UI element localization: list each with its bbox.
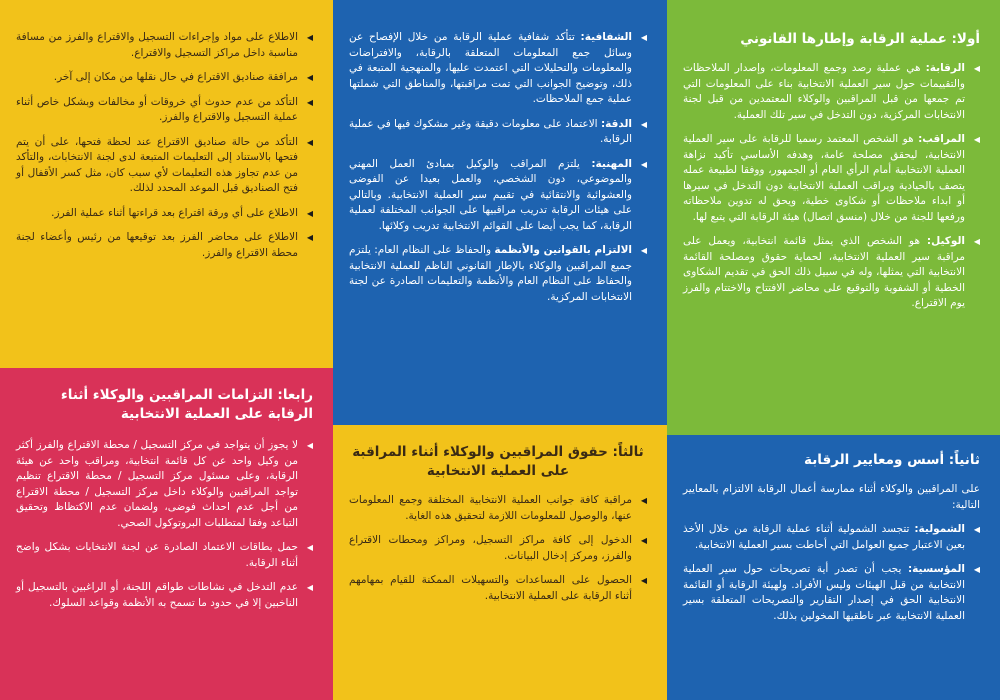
term: الدقة:: [600, 117, 632, 130]
list-item: [16, 540, 313, 571]
item-text: عدم التدخل في نشاطات طواقم اللجنة، أو الراغبين بالتسجيل أو الناخبين إلا في حدود ما تسمح به الأنظمة وقواعد السلوك.: [16, 581, 298, 609]
list-item: [16, 206, 313, 222]
list-item: [16, 580, 313, 611]
item-text: هو الشخص الذي يمثل قائمة انتخابية، ويعمل على مراقبة سير العملية الانتخابية، لحماية حقوق ومصلحة القائمة الانتخابية التي يمثلها، وله في سبيل ذلك الحق في تقديم الشكاوى الخطية أو الشفوية والتوقيع على محاضر الافتتاح والاختتام والفرز يوم الاقتراع.: [683, 235, 965, 309]
list-item: [683, 132, 980, 225]
rights-list: [349, 493, 647, 604]
panel-monitoring-process: [667, 0, 1000, 435]
list-item: [16, 135, 313, 197]
item-text: والحفاظ على النظام العام: يلتزم جميع المراقبين والوكلاء بالإطار القانوني الناظم للعملية الانتخابية والحفاظ على النظام العام والأنظمة والتعليمات الصادرة عن لجنة الانتخابات المركزية.: [349, 244, 632, 303]
item-text: الاعتماد على معلومات دقيقة وغير مشكوك فيها في عملية الرقابة.: [349, 117, 632, 145]
item-text: الاطلاع على أي ورقة اقتراع بعد قراءتها أثناء عملية الفرز.: [51, 206, 298, 219]
section-title: أولا: عملية الرقابة وإطارها القانوني: [740, 31, 980, 47]
term: المراقب:: [918, 133, 965, 145]
panel-observer-rights: [333, 425, 667, 700]
item-text: هو الشخص المعتمد رسميا للرقابة على سير العملية الانتخابية، ليحقق مصلحة عامة، وهدفه الأساسي تأكيد نزاهة العملية الانتخابية أمام الرأي العام أو الجمهور، ووفقا لطبيعة عمله يتصف بالحيادية ويراقب العملية الانتخابية دون التدخل في سيرها أو ابداء ملاحظات أو شكاوى خطية، ويحق له تدوين ملاحظاته ورفعها للجنة من خلال (منسق اتصال) هيئة الرقابة التي يتبع لها.: [683, 133, 965, 223]
list-item: [683, 61, 980, 123]
standards-list-continued: [349, 30, 647, 305]
item-text: هي عملية رصد وجمع المعلومات، وإصدار الملاحظات والتقييمات حول سير العملية الانتخابية بناء على المعلومات التي تم جمعها من قبل المراقبين والوكلاء المعتمدين من قبل لجنة الانتخابات المركزية، دون التدخل في سير تلك العملية.: [683, 62, 965, 121]
panel-monitoring-standards: [667, 435, 1000, 700]
item-text: لا يجوز أن يتواجد في مركز التسجيل / محطة الاقتراع والفرز أكثر من وكيل واحد عن كل قائمة انتخابية، ومراقب واحد عن هيئة الرقابة، وعلى مسئول مركز التسجيل / محطة الاقتراع تنظيم تواجد المراقبين والوكلاء داخل مركز التسجيل / محطة الاقتراع من أجل عدم احداث فوضى، ولضمان عدم الاكتظاظ وتحقيق التباعد وفقا لمتطلبات البروتوكول الصحي.: [16, 439, 298, 529]
item-text: الحصول على المساعدات والتسهيلات الممكنة للقيام بمهامهم أثناء الرقابة على العملية الانتخابية.: [349, 574, 632, 602]
section-title: ثالثاً: حقوق المراقبين والوكلاء أثناء المراقبة على العملية الانتخابية: [352, 444, 644, 479]
list-item: [16, 95, 313, 126]
term: الرقابة:: [925, 62, 965, 74]
term: المهنية:: [591, 157, 632, 170]
list-item: [16, 30, 313, 61]
rights-list-continued: [16, 30, 313, 261]
term: الالتزام بالقوانين والأنظمة: [494, 244, 632, 256]
item-text: مراقبة كافة جوانب العملية الانتخابية المختلفة وجمع المعلومات عنها، والوصول للمعلومات اللازمة لتحقيق هذه الغاية.: [349, 494, 632, 522]
definitions-list: [683, 61, 980, 312]
list-item: [349, 243, 647, 305]
list-item: [349, 30, 647, 108]
list-item: [349, 573, 647, 604]
term: الشمولية:: [914, 523, 965, 535]
section-title: ثانياً: أسس ومعايير الرقابة: [804, 452, 980, 468]
section-intro: على المراقبين والوكلاء أثناء ممارسة أعمال الرقابة الالتزام بالمعايير التالية:: [683, 483, 980, 511]
list-item: [16, 438, 313, 531]
item-text: يجب أن تصدر أية تصريحات حول سير العملية الانتخابية من قبل الهيئات وليس الأفراد. ولهيئة الرقابة أو القائمة الانتخابية الحق في إصدار التقارير والتصريحات المتعلقة بسير العملية الانتخابية عبر ناطقيها المخولين بذلك.: [683, 563, 965, 622]
item-text: حمل بطاقات الاعتماد الصادرة عن لجنة الانتخابات بشكل واضح أثناء الرقابة.: [16, 541, 298, 569]
section-title: رابعا: التزامات المراقبين والوكلاء أثناء الرقابة على العملية الانتخابية: [60, 387, 313, 422]
list-item: [349, 493, 647, 524]
panel-observer-obligations: [0, 368, 333, 700]
item-text: تتجسد الشمولية أثناء عملية الرقابة من خلال الأخذ بعين الاعتبار جميع العوامل التي أحاطت بسير العملية الانتخابية.: [683, 523, 965, 551]
list-item: [16, 70, 313, 86]
panel-rights-continued: [0, 0, 333, 368]
list-item: [349, 157, 647, 235]
list-item: [683, 234, 980, 312]
item-text: الدخول إلى كافة مراكز التسجيل، ومراكز ومحطات الاقتراع والفرز، ومركز إدخال البيانات.: [349, 534, 632, 562]
obligations-list: [16, 438, 313, 611]
item-text: مرافقة صناديق الاقتراع في حال نقلها من مكان إلى آخر.: [53, 71, 298, 83]
list-item: [349, 117, 647, 148]
panel-standards-continued: [333, 0, 667, 425]
term: المؤسسية:: [907, 563, 965, 575]
list-item: [683, 522, 980, 553]
list-item: [683, 562, 980, 624]
term: الوكيل:: [926, 235, 965, 247]
item-text: التأكد من عدم حدوث أي خروقات أو مخالفات وبشكل خاص أثناء عملية التسجيل والاقتراع والفرز.: [16, 95, 298, 123]
list-item: [349, 533, 647, 564]
standards-list: [683, 522, 980, 624]
item-text: الاطلاع على مواد وإجراءات التسجيل والاقتراع والفرز من مسافة مناسبة داخل مراكز التسجيل والاقتراع.: [16, 31, 298, 59]
item-text: التأكد من حالة صناديق الاقتراع عند لحظة فتحها، على أن يتم فتحها بالاستناد إلى التعليمات المتبعة لدى لجنة الانتخابات، والتأكد من عدم تجاوز هذه التعليمات لأي سبب كان، مثل كسر الأقفال أو فتح الصناديق قبل الموعد المحدد لذلك.: [16, 135, 298, 194]
item-text: يلتزم المراقب والوكيل بمبادئ العمل المهني والموضوعي، دون الشخصي، والعمل بعيدا عن الفوضى والعشوائية والانتقائية في تقييم سير العملية الانتخابية. وبالتالي على هيئات الرقابة تدريب مراقبيها على الجوانب المختلفة لعملية الرقابة، كما يجب أيضا على القوائم الانتخابية تدريب وكلائها.: [349, 157, 632, 232]
item-text: تتأكد شفافية عملية الرقابة من خلال الإفصاح عن وسائل جمع المعلومات المتعلقة بالرقابة، والافتراضات والمعلومات والتحليلات التي اعتمدت عليها، والمنهجية المتبعة في ذلك، وتوضيح الجوانب التي تمت مراقبتها، والمناطق التي شملتها عملية جمع الملاحظات.: [349, 31, 632, 105]
term: الشفافية:: [580, 31, 632, 43]
item-text: الاطلاع على محاضر الفرز بعد توقيعها من رئيس وأعضاء لجنة محطة الاقتراع والفرز.: [16, 231, 298, 259]
list-item: [16, 230, 313, 261]
